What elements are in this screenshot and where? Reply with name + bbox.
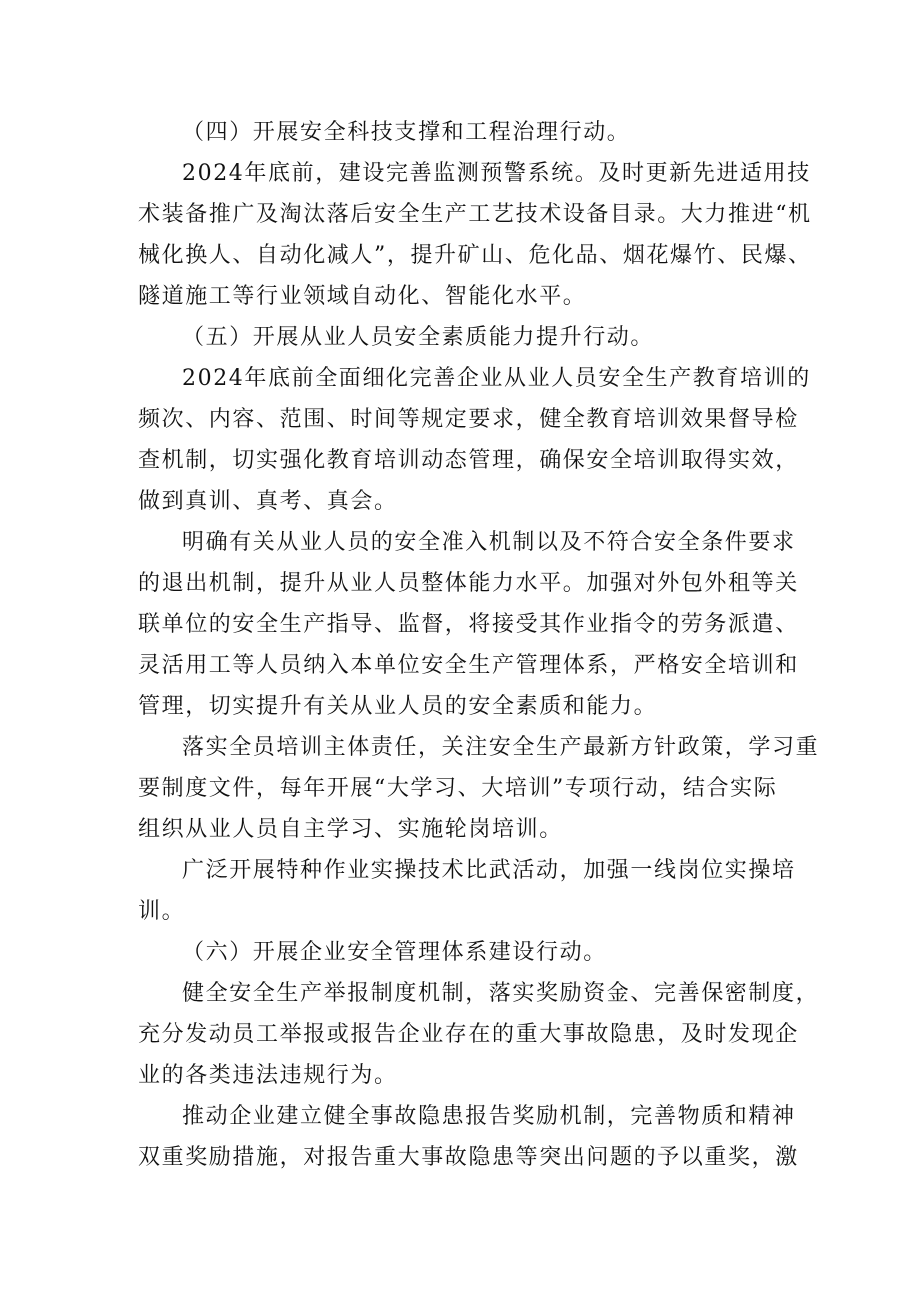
- paragraph-line: 的退出机制，提升从业人员整体能力水平。加强对外包外租等关: [138, 571, 799, 596]
- paragraph-line: 灵活用工等人员纳入本单位安全生产管理体系，严格安全培训和: [138, 653, 799, 678]
- paragraph-line: 健全安全生产举报制度机制，落实奖励资金、完善保密制度，: [182, 981, 820, 1006]
- paragraph-line: 业的各类违法违规行为。: [138, 1063, 398, 1088]
- paragraph-line: 明确有关从业人员的安全准入机制以及不符合安全条件要求: [182, 530, 796, 555]
- paragraph-line: 做到真训、真考、真会。: [138, 489, 398, 514]
- paragraph-line: 要制度文件，每年开展“大学习、大培训”专项行动，结合实际: [138, 776, 778, 801]
- paragraph-line: 管理，切实提升有关从业人员的安全素质和能力。: [138, 694, 658, 719]
- paragraph-line: 频次、内容、范围、时间等规定要求，健全教育培训效果督导检: [138, 407, 799, 432]
- paragraph-line: 落实全员培训主体责任，关注安全生产最新方针政策，学习重: [182, 735, 820, 760]
- paragraph-line: 械化换人、自动化减人”，提升矿山、危化品、烟花爆竹、民爆、: [138, 243, 812, 268]
- paragraph-line: 双重奖励措施，对报告重大事故隐患等突出问题的予以重奖，激: [138, 1145, 799, 1170]
- paragraph-line: 2024年底前全面细化完善企业从业人员安全生产教育培训的: [182, 366, 811, 391]
- paragraph-line: 广泛开展特种作业实操技术比武活动，加强一线岗位实操培: [182, 858, 796, 883]
- section-heading-5: （五）开展从业人员安全素质能力提升行动。: [182, 325, 655, 350]
- paragraph-line: 隧道施工等行业领域自动化、智能化水平。: [138, 284, 587, 309]
- paragraph-line: 训。: [138, 899, 186, 924]
- paragraph-line: 组织从业人员自主学习、实施轮岗培训。: [138, 817, 563, 842]
- paragraph-line: 充分发动员工举报或报告企业存在的重大事故隐患，及时发现企: [138, 1022, 799, 1047]
- paragraph-line: 查机制，切实强化教育培训动态管理，确保安全培训取得实效，: [138, 448, 799, 473]
- paragraph-line: 2024年底前，建设完善监测预警系统。及时更新先进适用技: [182, 161, 811, 186]
- section-heading-6: （六）开展企业安全管理体系建设行动。: [182, 940, 607, 965]
- paragraph-line: 术装备推广及淘汰落后安全生产工艺技术设备目录。大力推进“机: [138, 202, 812, 227]
- section-heading-4: （四）开展安全科技支撑和工程治理行动。: [182, 120, 631, 145]
- paragraph-line: 推动企业建立健全事故隐患报告奖励机制，完善物质和精神: [182, 1104, 796, 1129]
- paragraph-line: 联单位的安全生产指导、监督，将接受其作业指令的劳务派遣、: [138, 612, 799, 637]
